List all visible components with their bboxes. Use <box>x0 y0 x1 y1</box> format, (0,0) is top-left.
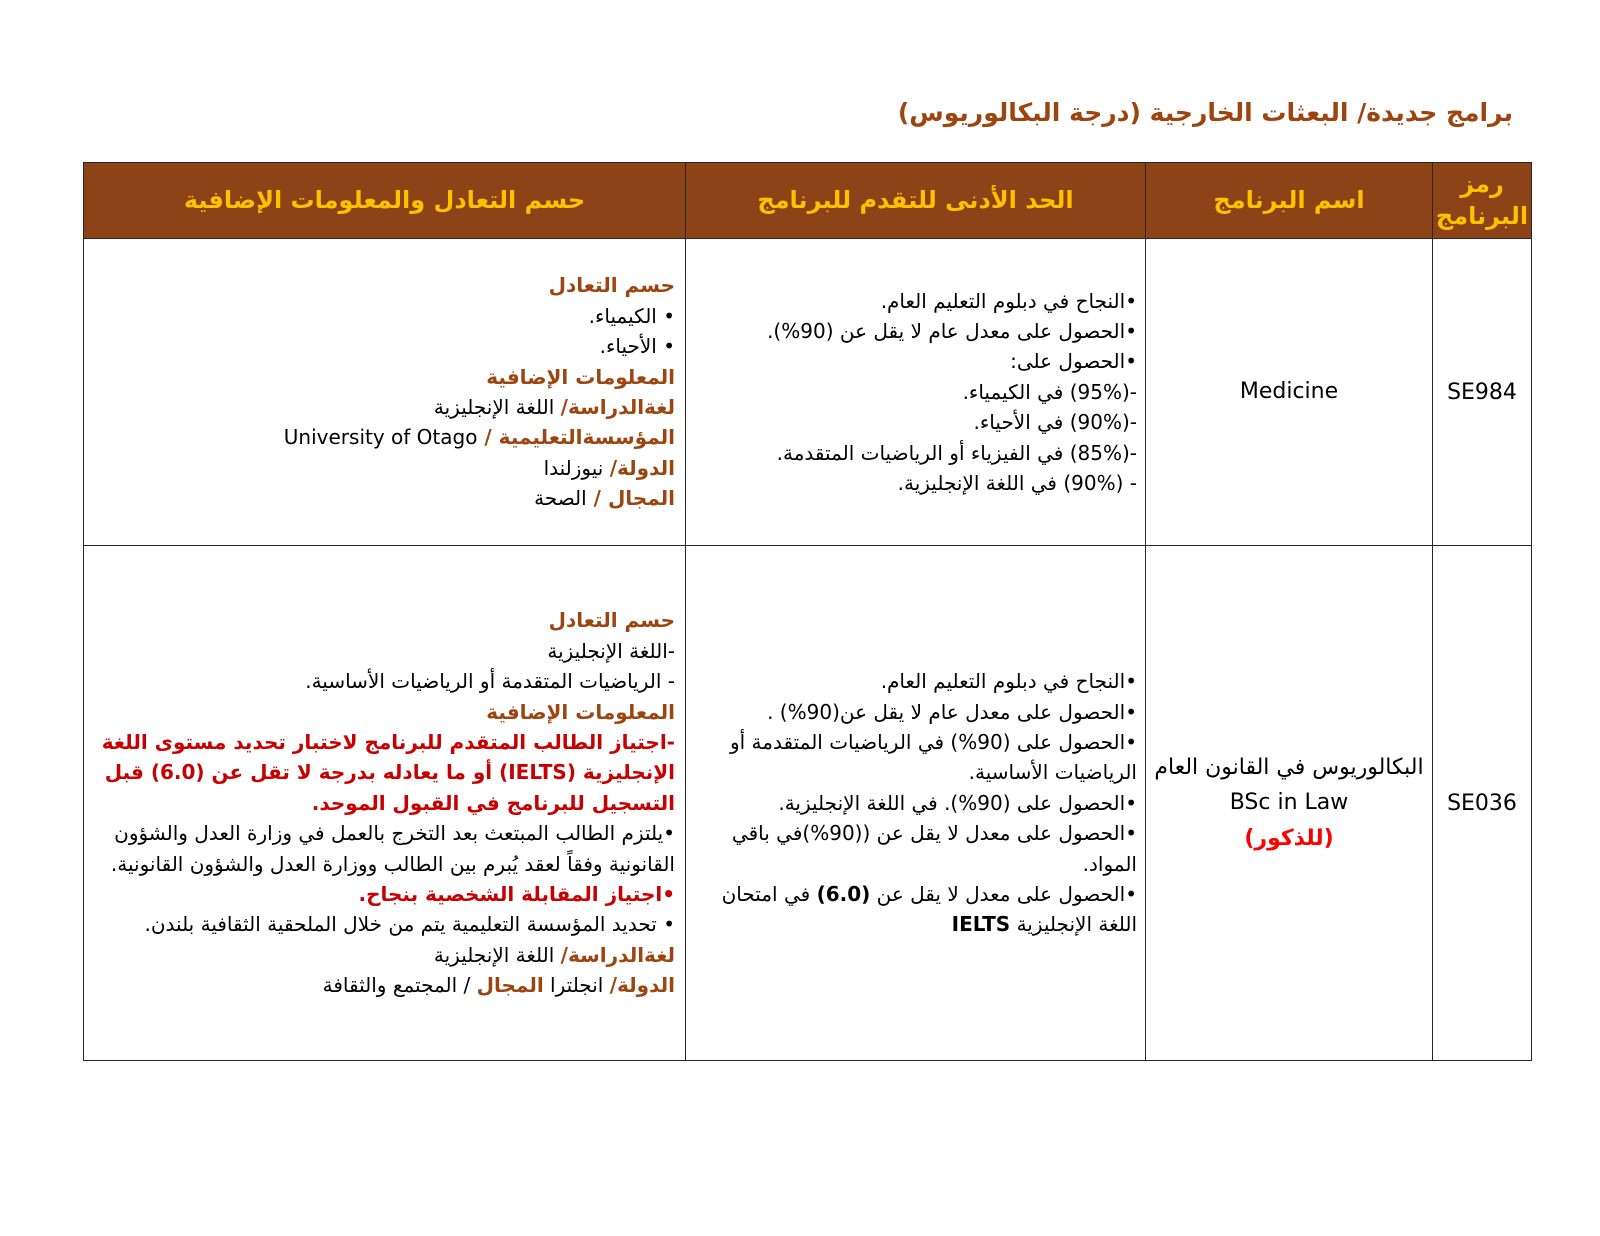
cell-program-code: SE036 <box>1433 546 1532 1061</box>
header-tiebreak-additional-info: حسم التعادل والمعلومات الإضافية <box>84 163 686 239</box>
table-header-row <box>84 163 1532 239</box>
cell-requirements: •النجاح في دبلوم التعليم العام. •الحصول على معدل عام لا يقل عن(90%) . •الحصول على (90%) في الرياضيات المتقدمة أو الرياضيات الأساسية. •الحصول على (90%). في اللغة الإنجليزية. •الحصول على معدل لا يقل عن ((90%)في باقي المواد. •الحصول على معدل لا يقل عن (6.0) في امتحان اللغة الإنجليزية IELTS <box>686 546 1146 1061</box>
cell-additional-info: حسم التعادل • الكيمياء. • الأحياء. المعلومات الإضافية لغةالدراسة/ اللغة الإنجليزية المؤسسةالتعليمية / University of Otago الدولة/ نيوزلندا المجال / الصحة <box>84 239 686 546</box>
cell-program-name: البكالوريوس في القانون العام BSc in Law (للذكور) <box>1146 546 1433 1061</box>
table-row <box>84 239 1532 546</box>
programs-table <box>83 162 1532 1061</box>
cell-program-name: Medicine <box>1146 239 1433 546</box>
table-row <box>84 546 1532 1061</box>
header-program-name: اسم البرنامج <box>1146 163 1433 239</box>
header-minimum-requirements: الحد الأدنى للتقدم للبرنامج <box>686 163 1146 239</box>
page-title: برامج جديدة/ البعثات الخارجية (درجة البكالوريوس) <box>897 98 1513 127</box>
header-program-code: رمز البرنامج <box>1433 163 1532 239</box>
cell-additional-info: حسم التعادل -اللغة الإنجليزية - الرياضيات المتقدمة أو الرياضيات الأساسية. المعلومات الإضافية -اجتياز الطالب المتقدم للبرنامج لاختبار تحديد مستوى اللغة الإنجليزية (IELTS) أو ما يعادله بدرجة لا تقل عن (6.0) قبل التسجيل للبرنامج في القبول الموحد. •يلتزم الطالب المبتعث بعد التخرج بالعمل في وزارة العدل والشؤون القانونية وفقاً لعقد يُبرم بين الطالب ووزارة العدل والشؤون القانونية. •اجتياز المقابلة الشخصية بنجاح. • تحديد المؤسسة التعليمية يتم من خلال الملحقية الثقافية بلندن. لغةالدراسة/ اللغة الإنجليزية الدولة/ انجلترا المجال / المجتمع والثقافة <box>84 546 686 1061</box>
cell-program-code: SE984 <box>1433 239 1532 546</box>
cell-requirements: •النجاح في دبلوم التعليم العام. •الحصول على معدل عام لا يقل عن (90%). •الحصول على: -(95%) في الكيمياء. -(90%) في الأحياء. -(85%) في الفيزياء أو الرياضيات المتقدمة. - (90%) في اللغة الإنجليزية. <box>686 239 1146 546</box>
